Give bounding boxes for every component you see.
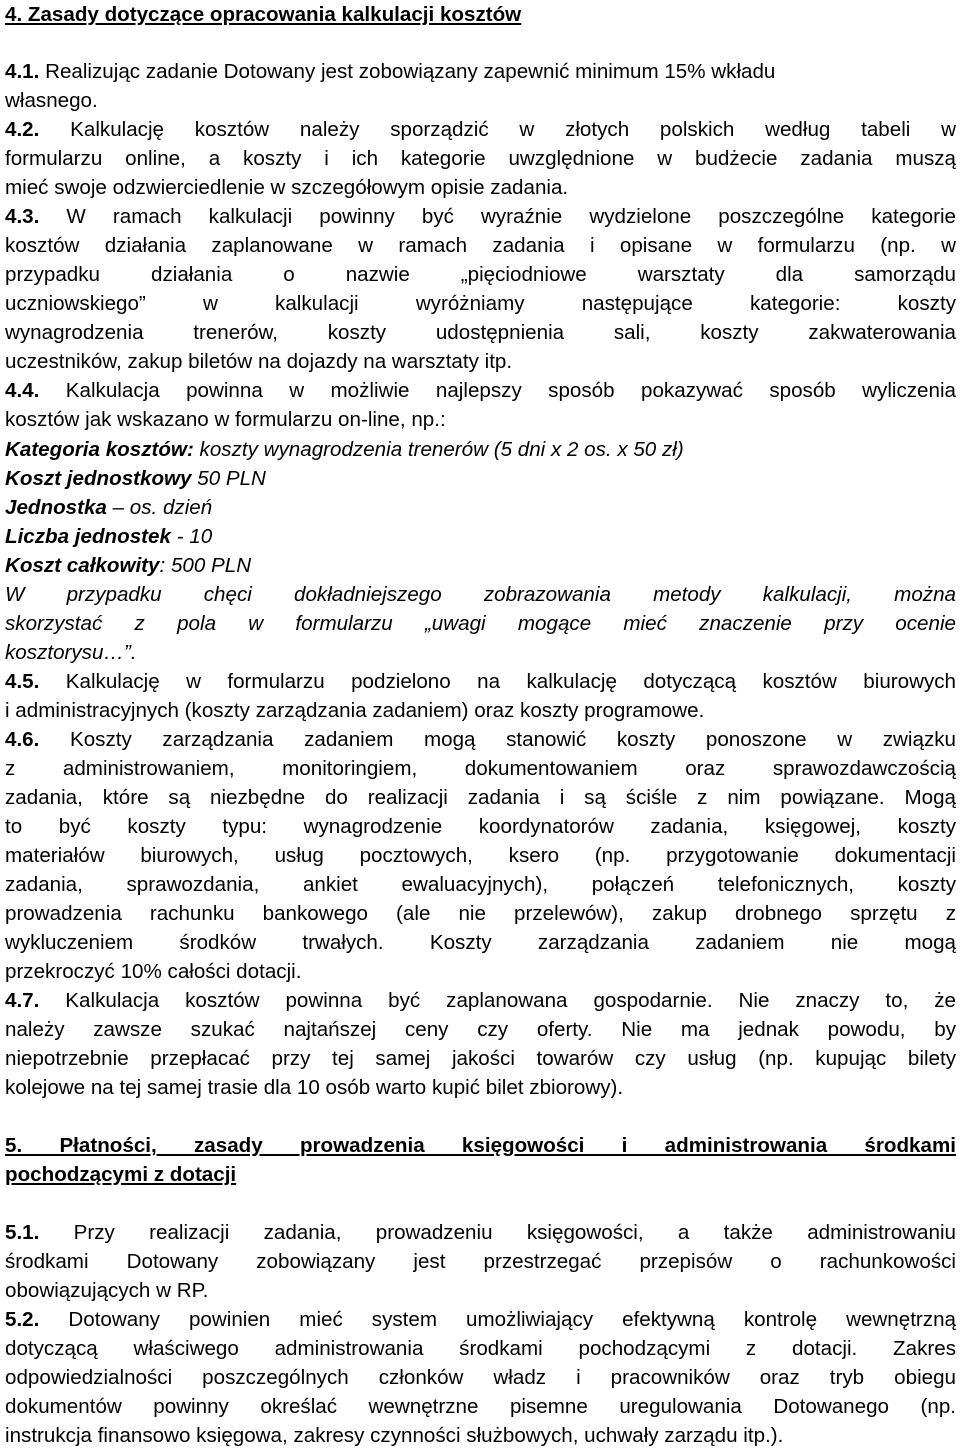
- paragraph-4-3-line: [5, 202, 956, 231]
- paragraph-number: 4.2.: [5, 118, 40, 141]
- example-unit-cost-value: 50 PLN: [191, 467, 266, 490]
- paragraph-4-7-line: należy zawsze szukać najtańszej ceny czy oferty. Nie ma jednak powodu, by: [5, 1018, 956, 1041]
- paragraph-5-2-line: dokumentów powinny określać wewnętrzne pisemne uregulowania Dotowanego (np.: [5, 1395, 956, 1418]
- paragraph-5-2-line: [5, 1305, 956, 1334]
- paragraph-text: Kalkulację kosztów należy sporządzić w złotych polskich według tabeli w: [39, 118, 956, 141]
- paragraph-4-6-line: prowadzenia rachunku bankowego (ale nie przelewów), zakup drobnego sprzętu z: [5, 902, 956, 925]
- paragraph-4-6-line: zadania, sprawozdania, ankiet ewaluacyjnych), połączeń telefonicznych, koszty: [5, 873, 956, 896]
- paragraph-text: Kalkulacja powinna w możliwie najlepszy sposób pokazywać sposób wyliczenia: [39, 379, 956, 402]
- paragraph-5-1-line: obowiązujących w RP.: [5, 1279, 209, 1302]
- example-unit-cost-label: Koszt jednostkowy: [5, 467, 192, 490]
- example-total-cost-label: Koszt całkowity: [5, 554, 160, 577]
- paragraph-number: 5.1.: [5, 1221, 40, 1244]
- paragraph-4-3-line: przypadku działania o nazwie „pięciodniowe warsztaty dla samorządu: [5, 263, 956, 286]
- paragraph-4-2-line: [5, 115, 956, 144]
- paragraph-number: 4.5.: [5, 670, 40, 693]
- example-category-label: Kategoria kosztów:: [5, 438, 194, 461]
- paragraph-4-6-line: [5, 725, 956, 754]
- paragraph-4-6-line: przekroczyć 10% całości dotacji.: [5, 960, 302, 983]
- paragraph-text: Koszty zarządzania zadaniem mogą stanowić koszty ponoszone w związku: [39, 728, 956, 751]
- section-heading-4: 4. Zasady dotyczące opracowania kalkulacji kosztów: [5, 3, 522, 26]
- example-unit-value: – os. dzień: [106, 496, 213, 519]
- paragraph-5-2-line: dotyczącą właściwego administrowania środkami pochodzącymi z dotacji. Zakres: [5, 1337, 956, 1360]
- example-total-cost-value: : 500 PLN: [159, 554, 252, 577]
- paragraph-4-7-line: kolejowe na tej samej trasie dla 10 osób warto kupić bilet zbiorowy).: [5, 1076, 624, 1099]
- paragraph-4-5-line: [5, 667, 956, 696]
- paragraph-number: 4.6.: [5, 728, 40, 751]
- paragraph-4-3-line: wynagrodzenia trenerów, koszty udostępnienia sali, koszty zakwaterowania: [5, 321, 956, 344]
- paragraph-number: 4.4.: [5, 379, 40, 402]
- example-category: [5, 435, 956, 464]
- paragraph-4-2-line: mieć swoje odzwierciedlenie w szczegółowym opisie zadania.: [5, 176, 569, 199]
- paragraph-4-3-line: uczniowskiego” w kalkulacji wyróżniamy następujące kategorie: koszty: [5, 292, 956, 315]
- section-heading-5: 5. Płatności, zasady prowadzenia księgowości i administrowania środkami: [5, 1134, 956, 1157]
- paragraph-text: Przy realizacji zadania, prowadzeniu księgowości, a także administrowaniu: [39, 1221, 956, 1244]
- example-unit-label: Jednostka: [5, 496, 107, 519]
- paragraph-text: Kalkulacja kosztów powinna być zaplanowana gospodarnie. Nie znaczy to, że: [39, 989, 956, 1012]
- paragraph-4-7-line: [5, 986, 956, 1015]
- example-total-cost: [5, 551, 956, 580]
- paragraph-5-1-line: [5, 1218, 956, 1247]
- paragraph-5-2-line: instrukcja finansowo księgowa, zakresy czynności służbowych, uchwały zarządu itp.).: [5, 1424, 784, 1447]
- paragraph-number: 5.2.: [5, 1308, 40, 1331]
- example-unit: [5, 493, 956, 522]
- example-unit-count: [5, 522, 956, 551]
- example-note-line: W przypadku chęci dokładniejszego zobrazowania metody kalkulacji, można: [5, 583, 956, 606]
- paragraph-4-6-line: z administrowaniem, monitoringiem, dokumentowaniem oraz sprawozdawczością: [5, 757, 956, 780]
- paragraph-4-6-line: to być koszty typu: wynagrodzenie koordynatorów zadania, księgowej, koszty: [5, 815, 956, 838]
- paragraph-4-6-line: materiałów biurowych, usług pocztowych, ksero (np. przygotowanie dokumentacji: [5, 844, 956, 867]
- paragraph-5-1-line: środkami Dotowany zobowiązany jest przestrzegać przepisów o rachunkowości: [5, 1250, 956, 1273]
- paragraph-text: Kalkulację w formularzu podzielono na kalkulację dotyczącą kosztów biurowych: [39, 670, 956, 693]
- paragraph-4-1-line: [5, 57, 956, 86]
- example-category-value: koszty wynagrodzenia trenerów (5 dni x 2 os. x 50 zł): [193, 438, 684, 461]
- example-unit-count-label: Liczba jednostek: [5, 525, 171, 548]
- paragraph-text: W ramach kalkulacji powinny być wyraźnie wydzielone poszczególne kategorie: [39, 205, 956, 228]
- example-unit-cost: [5, 464, 956, 493]
- paragraph-number: 4.3.: [5, 205, 40, 228]
- paragraph-text: Realizując zadanie Dotowany jest zobowiązany zapewnić minimum 15% wkładu: [39, 60, 776, 83]
- paragraph-4-4-line: [5, 376, 956, 405]
- paragraph-4-3-line: kosztów działania zaplanowane w ramach zadania i opisane w formularzu (np. w: [5, 234, 956, 257]
- paragraph-number: 4.1.: [5, 60, 40, 83]
- paragraph-5-2-line: odpowiedzialności poszczególnych członków władz i pracowników oraz tryb obiegu: [5, 1366, 956, 1389]
- paragraph-4-2-line: formularzu online, a koszty i ich kategorie uwzględnione w budżecie zadania muszą: [5, 147, 956, 170]
- paragraph-4-5-line: i administracyjnych (koszty zarządzania zadaniem) oraz koszty programowe.: [5, 699, 705, 722]
- paragraph-number: 4.7.: [5, 989, 40, 1012]
- paragraph-4-4-line: kosztów jak wskazano w formularzu on-line, np.:: [5, 408, 446, 431]
- paragraph-4-3-line: uczestników, zakup biletów na dojazdy na warsztaty itp.: [5, 350, 513, 373]
- paragraph-4-1-line: własnego.: [5, 89, 98, 112]
- paragraph-4-6-line: wykluczeniem środków trwałych. Koszty zarządzania zadaniem nie mogą: [5, 931, 956, 954]
- example-unit-count-value: - 10: [170, 525, 213, 548]
- paragraph-text: Dotowany powinien mieć system umożliwiający efektywną kontrolę wewnętrzną: [39, 1308, 956, 1331]
- paragraph-4-7-line: niepotrzebnie przepłacać przy tej samej jakości towarów czy usług (np. kupując bilety: [5, 1047, 956, 1070]
- section-heading-5-cont: pochodzącymi z dotacji: [5, 1163, 237, 1186]
- example-note-line: skorzystać z pola w formularzu „uwagi mogące mieć znaczenie przy ocenie: [5, 612, 956, 635]
- example-note-line: kosztorysu…”.: [5, 641, 137, 664]
- paragraph-4-6-line: zadania, które są niezbędne do realizacji zadania i są ściśle z nim powiązane. Mogą: [5, 786, 956, 809]
